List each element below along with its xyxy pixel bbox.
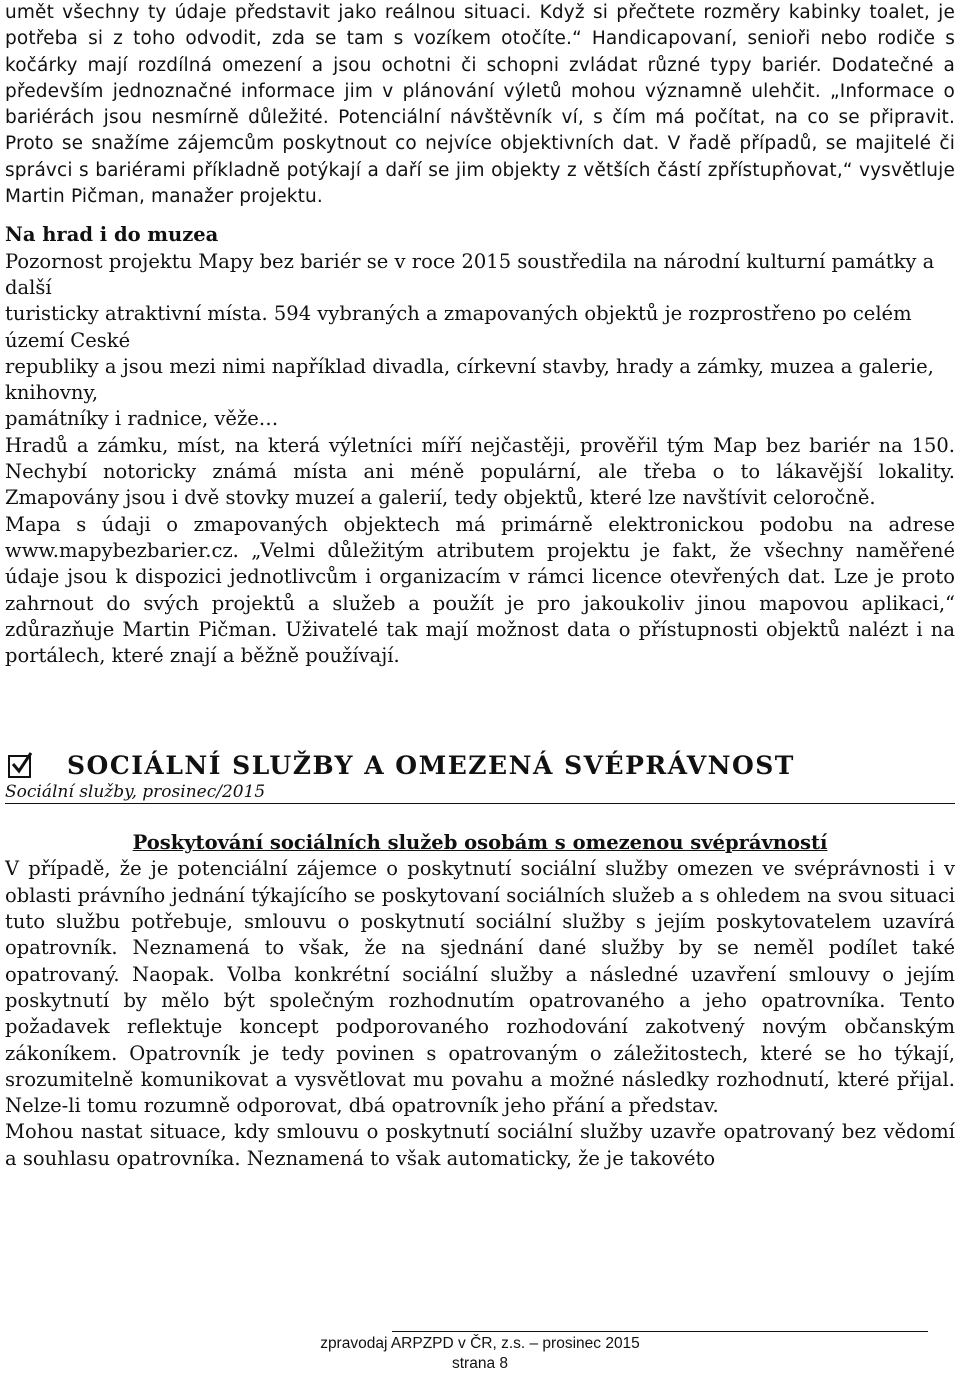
article-title: Poskytování sociálních služeb osobám s omezenou svéprávností: [132, 831, 828, 855]
paragraph: Mapa s údaji o zmapovaných objektech má primárně elektronickou podobu na adrese www.mapybezbarier.cz. „Velmi důležitým atributem projektu je fakt, že všechny naměřené údaje jsou k dispozici jednotlivcům i organizacím v rámci licence otevřených dat. Lze je proto zahrnout do svých projektů a služeb a použít je pro jakoukoliv jinou mapovou aplikaci,“ zdůrazňuje Martin Pičman. Uživatelé tak mají možnost data o přístupnosti objektů nalézt i na portálech, které znají a běžně používají.: [5, 512, 955, 668]
paragraph-line: památníky i radnice, věže…: [5, 407, 279, 431]
paragraph-line: republiky a jsou mezi nimi například divadla, církevní stavby, hrady a zámky, muzea a galerie, knihovny,: [5, 354, 934, 405]
section-subtitle: Sociální služby, prosinec/2015: [5, 781, 955, 804]
paragraph-line: turisticky atraktivní místa. 594 vybraných a zmapovaných objektů je rozprostřeno po celém území Ceské: [5, 302, 912, 352]
section-hrad: [5, 222, 955, 669]
paragraph: Mohou nastat situace, kdy smlouvu o poskytnutí sociální služby uzavře opatrovaný bez vědomí a souhlasu opatrovníka. Neznamená to však automaticky, že je takovéto: [5, 1120, 955, 1170]
document-page: [5, 0, 955, 1172]
section-title: [5, 749, 955, 783]
page-footer: [0, 1330, 960, 1374]
footer-page-label: strana: [451, 1355, 496, 1372]
footer-publication: zpravodaj ARPZPD v ČR, z.s. – prosinec 2015: [320, 1335, 640, 1352]
section-social: [5, 749, 955, 1172]
paragraph: Hradů a zámku, míst, na která výletníci míří nejčastěji, prověřil tým Map bez bariér na 150. Nechybí notoricky známá místa ani méně populární, ale třeba o to lákavější lokality. Zmapovány jsou i dvě stovky muzeí a galerií, tedy objektů, které lze navštívit celoročně.: [5, 433, 955, 510]
paragraph: V případě, že je potenciální zájemce o poskytnutí sociální služby omezen ve svéprávnosti i v oblasti právního jednání týkajícího se poskytovaní sociálních služeb a s ohledem na svou situaci tuto službu potřebuje, smlouvu o poskytnutí sociální služby s jejím poskytovatelem uzavírá opatrovník. Neznamená to však, že na sjednání dané služby by se neměl podílet také opatrovaný. Naopak. Volba konkrétní sociální služby a následné uzavření smlouvy o jejím poskytnutí by mělo být společným rozhodnutím opatrovaného a jeho opatrovníka. Tento požadavek reflektuje koncept podporovaného rozhodování zakotvený novým občanským zákoníkem. Opatrovník je tedy povinen s opatrovaným o záležitostech, které se ho týkají, srozumitelně komunikovat a vysvětlovat mu povahu a možné následky rozhodnutí, které přijal. Nelze-li tomu rozumně odporovat, dbá opatrovník jeho přání a představ.: [5, 857, 955, 1118]
footer-page-number: 8: [499, 1355, 509, 1372]
intro-paragraph: umět všechny ty údaje představit jako reálnou situaci. Když si přečtete rozměry kabinky toalet, je potřeba si z toho odvodit, zda se tam s vozíkem otočíte.“ Handicapovaní, senioři nebo rodiče s kočárky mají rozdílná omezení a jsou ochotni či schopni zvládat různé typy bariér. Dodatečné a především jednoznačné informace jim v plánování výletů mohou významně ulehčit. „Informace o bariérách jsou nesmírně důležité. Potenciální návštěvník ví, s čím má počítat, na co se připravit. Proto se snažíme zájemcům poskytnout co nejvíce objektivních dat. V řadě případů, se majitelé či správci s bariérami příkladně potýkají a daří se jim objekty z větších částí zpřístupňovat,“ vysvětluje Martin Pičman, manažer projektu.: [5, 2, 955, 208]
footer-page: [0, 1354, 960, 1374]
section-title-text: SOCIÁLNÍ SLUŽBY A OMEZENÁ SVÉPRÁVNOST: [67, 751, 795, 781]
checkbox-checked-icon: [8, 755, 31, 778]
section-heading: Na hrad i do muzea: [5, 223, 219, 247]
paragraph-line: Pozornost projektu Mapy bez bariér se v roce 2015 soustředila na národní kulturní památky a další: [5, 249, 935, 299]
